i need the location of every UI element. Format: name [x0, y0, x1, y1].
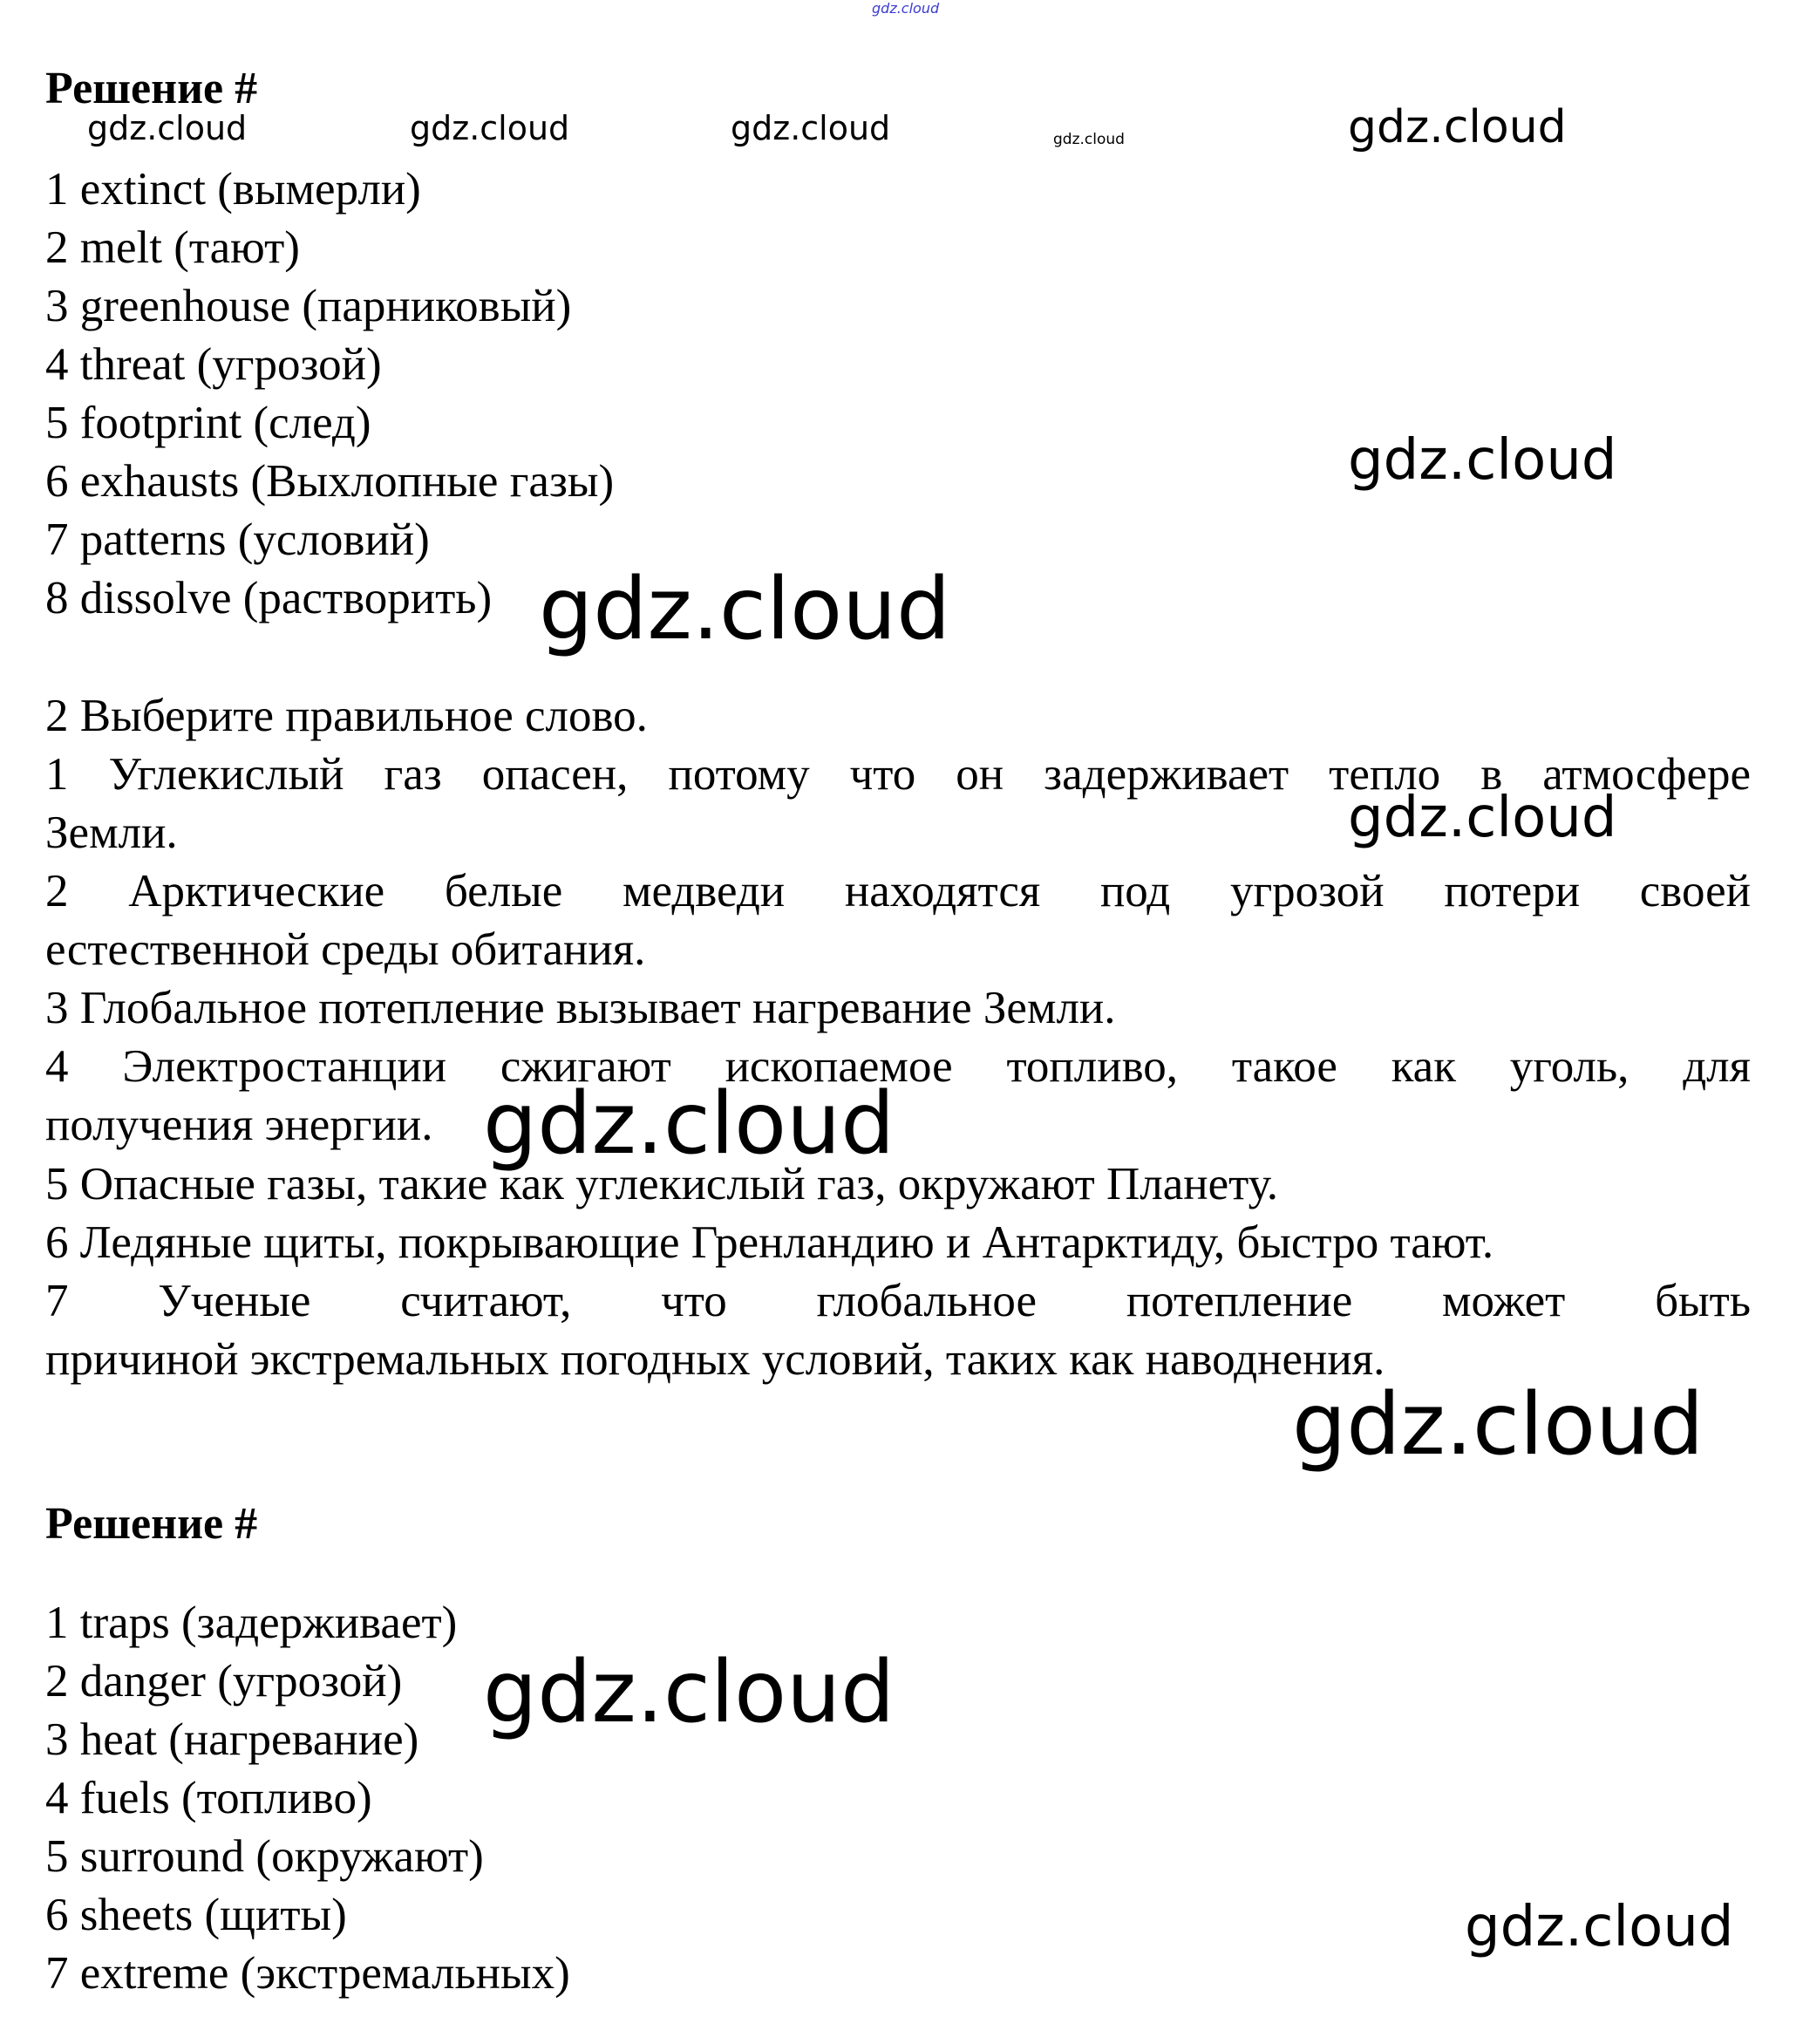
watermark: gdz.cloud — [1292, 1375, 1704, 1475]
watermark: gdz.cloud — [1348, 786, 1617, 850]
watermark: gdz.cloud — [1348, 101, 1567, 153]
watermark: gdz.cloud — [483, 1074, 895, 1174]
answer-item: 6 sheets (щиты) — [45, 1890, 347, 1940]
translation-sentence-3: 3 Глобальное потепление вызывает нагревание Земли. — [45, 983, 1116, 1033]
sentence-line: естественной среды обитания. — [45, 924, 646, 975]
sentence-line: причиной экстремальных погодных условий, таких как наводнения. — [45, 1334, 1385, 1385]
answer-item: 2 danger (угрозой) — [45, 1656, 403, 1707]
translation-sentence-2 — [45, 862, 1751, 979]
answer-item: 7 extreme (экстремальных) — [45, 1948, 570, 1999]
answer-item: 3 greenhouse (парниковый) — [45, 281, 572, 331]
translation-title: 2 Выберите правильное слово. — [45, 691, 648, 741]
sentence-line: 4 Электростанции сжигают ископаемое топливо, такое как уголь, для — [45, 1041, 1751, 1092]
translation-sentence-4 — [45, 1038, 1751, 1155]
translation-sentence-6: 6 Ледяные щиты, покрывающие Гренландию и Антарктиду, быстро тают. — [45, 1217, 1494, 1268]
answer-item: 1 extinct (вымерли) — [45, 164, 421, 215]
sentence-line: 7 Ученые считают, что глобальное потепление может быть — [45, 1276, 1751, 1326]
sentence-line: 2 Арктические белые медведи находятся под угрозой потери своей — [45, 866, 1751, 916]
watermark: gdz.cloud — [1465, 1895, 1734, 1959]
section1-heading: Решение # — [45, 64, 258, 113]
answer-item: 8 dissolve (растворить) — [45, 573, 493, 623]
sentence-line: 1 Углекислый газ опасен, потому что он задерживает тепло в атмосфере — [45, 749, 1751, 800]
watermark: gdz.cloud — [731, 109, 891, 147]
answer-item: 3 heat (нагревание) — [45, 1714, 419, 1765]
watermark: gdz.cloud — [87, 109, 248, 147]
answer-item: 1 traps (задерживает) — [45, 1598, 458, 1648]
watermark: gdz.cloud — [410, 109, 570, 147]
watermark-top: gdz.cloud — [872, 0, 940, 17]
section2-heading: Решение # — [45, 1499, 258, 1549]
translation-sentence-5: 5 Опасные газы, такие как углекислый газ, окружают Планету. — [45, 1159, 1279, 1209]
answer-item: 4 threat (угрозой) — [45, 339, 382, 390]
answer-item: 7 patterns (условий) — [45, 514, 430, 565]
sentence-line: Земли. — [45, 807, 178, 858]
watermark: gdz.cloud — [1053, 131, 1125, 148]
answer-item: 2 melt (тают) — [45, 222, 300, 273]
watermark: gdz.cloud — [483, 1643, 895, 1742]
answer-item: 4 fuels (топливо) — [45, 1773, 372, 1823]
watermark: gdz.cloud — [539, 560, 951, 659]
answer-item: 6 exhausts (Выхлопные газы) — [45, 456, 615, 507]
watermark: gdz.cloud — [1348, 428, 1617, 493]
answer-item: 5 surround (окружают) — [45, 1831, 484, 1882]
translation-sentence-7 — [45, 1272, 1751, 1389]
answer-item: 5 footprint (след) — [45, 398, 371, 448]
sentence-line: получения энергии. — [45, 1100, 433, 1150]
